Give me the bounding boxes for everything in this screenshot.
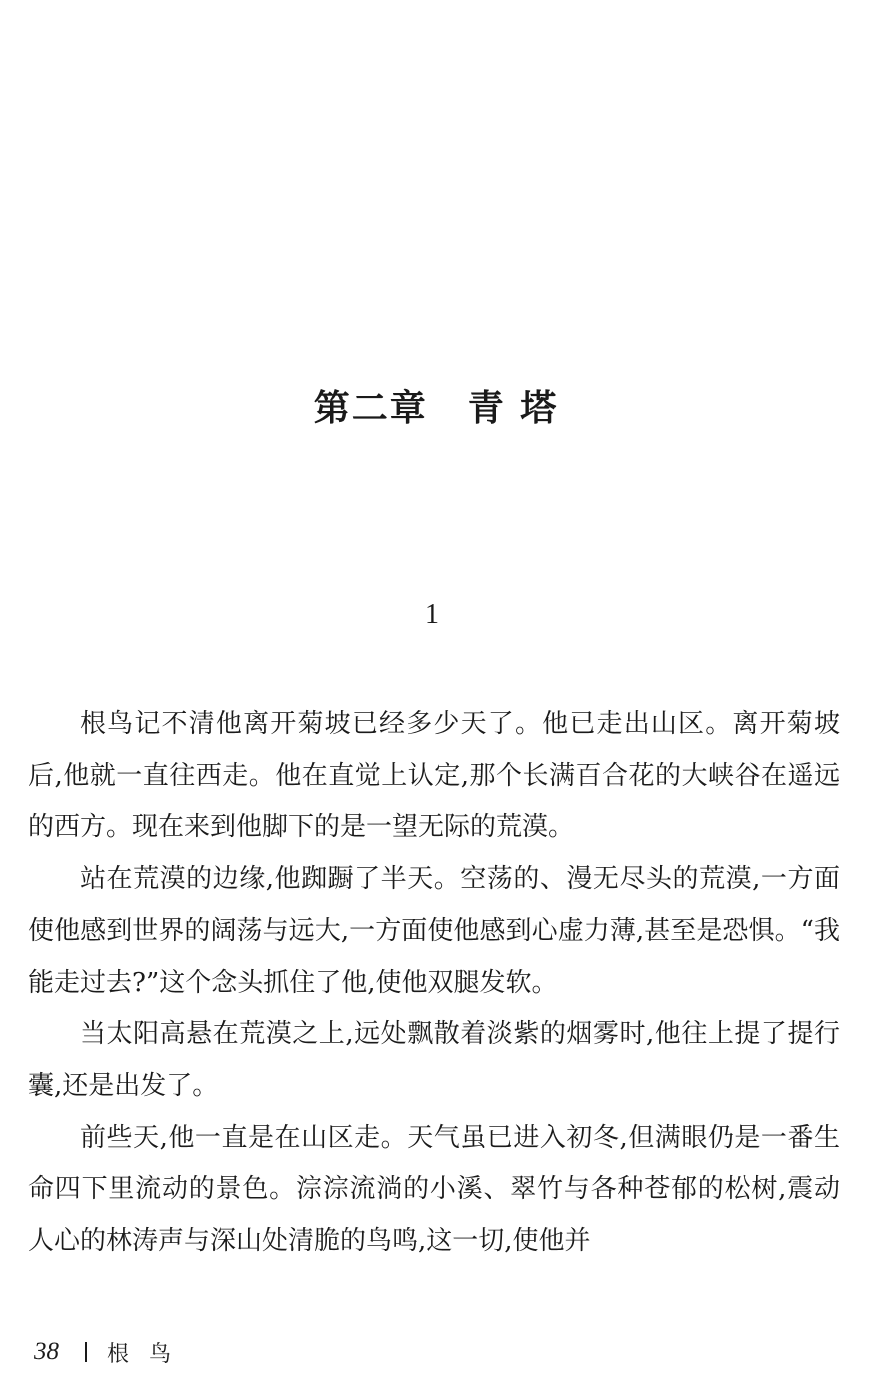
page-number: 38 (34, 1338, 59, 1365)
paragraph: 前些天,他一直是在山区走。天气虽已进入初冬,但满眼仍是一番生命四下里流动的景色。淙淙流淌的小溪、翠竹与各种苍郁的松树,震动人心的林涛声与深山处清脆的鸟鸣,这一切,使他并 (28, 1122, 840, 1257)
paragraph: 根鸟记不清他离开菊坡已经多少天了。他已走出山区。离开菊坡后,他就一直往西走。他在直觉上认定,那个长满百合花的大峡谷在遥远的西方。现在来到他脚下的是一望无际的荒漠。 (28, 709, 840, 843)
chapter-label: 第二章 (313, 388, 428, 429)
chapter-name: 青 塔 (467, 388, 559, 429)
footer-divider (85, 1342, 87, 1362)
chapter-title (0, 383, 872, 435)
paragraph: 站在荒漠的边缘,他踟蹰了半天。空荡的、漫无尽头的荒漠,一方面使他感到世界的阔荡与远大,一方面使他感到心虚力薄,甚至是恐惧。“我能走过去?”这个念头抓住了他,使他双腿发软。 (28, 864, 840, 998)
paragraph: 当太阳高悬在荒漠之上,远处飘散着淡紫的烟雾时,他往上提了提行囊,还是出发了。 (28, 1019, 840, 1101)
section-number: 1 (425, 599, 439, 630)
body-text (28, 699, 840, 1268)
running-head: 根鸟 (107, 1341, 192, 1367)
page-footer (34, 1332, 191, 1372)
